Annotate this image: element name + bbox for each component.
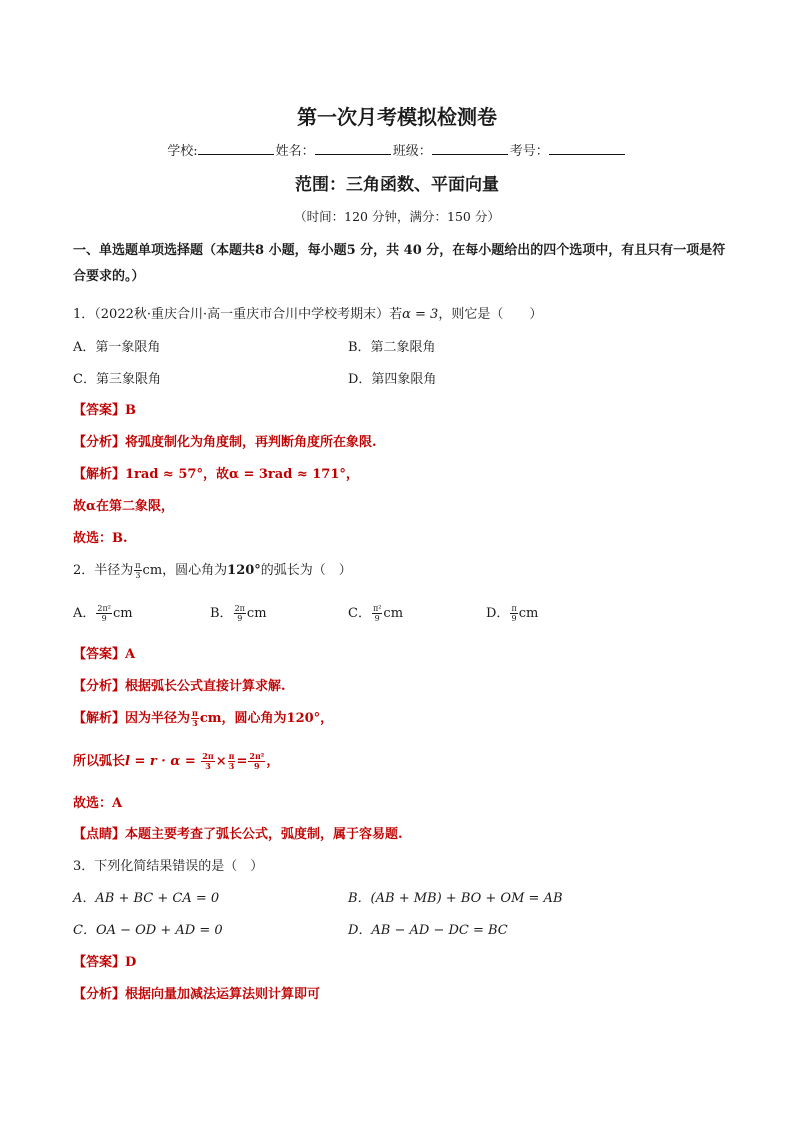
q2-comment: 【点睛】本题主要考查了弧长公式，弧度制，属于容易题.	[73, 827, 403, 842]
q3-option-d: D．AB − AD − DC = BC	[348, 923, 508, 938]
q2-option-b	[210, 602, 267, 623]
q2-option-d-label: D．	[486, 606, 510, 621]
q2-calc-f2-den: 3	[228, 761, 235, 771]
q2-calc-f3-den: 9	[254, 761, 260, 771]
q2-stem-middle: cm，圆心角为	[142, 563, 228, 578]
q2-option-b-fraction	[234, 604, 246, 623]
q1-option-c: C．第三象限角	[73, 372, 161, 387]
q1-answer: 【答案】B	[73, 403, 136, 418]
q1-stem-suffix: ，则它是（ ）	[438, 307, 543, 322]
q2-option-a-den: 9	[101, 614, 107, 623]
q2-option-b-label: B．	[210, 606, 233, 621]
q2-solution-num: π	[192, 708, 198, 718]
q2-calc-f1-den: 3	[205, 761, 211, 771]
q2-stem-text: 2．半径为	[73, 563, 134, 578]
q2-solution-middle: cm，圆心角为120°，	[199, 711, 334, 726]
q1-stem-text: 1．（2022秋·重庆合川·高一重庆市合川中学校考期末）若	[73, 307, 403, 322]
q2-calc-end: ，	[266, 754, 280, 769]
school-label: 学校:	[167, 144, 198, 159]
q3-option-c: C．OA − OD + AD = 0	[73, 923, 223, 938]
q2-calc-times: ×	[215, 754, 227, 769]
q2-stem-angle: 120°	[227, 563, 261, 578]
q2-option-c-unit: cm	[383, 606, 404, 621]
q1-stem-math: α = 3	[402, 307, 439, 322]
time-info: （时间：120 分钟，满分：150 分）	[294, 209, 500, 224]
q1-option-b: B．第二象限角	[348, 340, 436, 355]
q2-answer: 【答案】A	[73, 647, 136, 662]
class-blank	[432, 142, 508, 155]
q2-radius-fraction	[134, 561, 141, 580]
q2-radius-num: π	[135, 561, 141, 570]
q2-calc-text: 所以弧长	[73, 754, 126, 769]
q3-stem: 3．下列化简结果错误的是（ ）	[73, 859, 264, 874]
q2-option-c-label: C．	[348, 606, 371, 621]
q2-option-c-num: π²	[372, 604, 382, 613]
q2-calc-f3-num: 2π²	[249, 751, 265, 761]
school-blank	[198, 142, 274, 155]
q1-choice: 故选：B.	[73, 531, 128, 546]
name-label: 姓名：	[275, 144, 315, 159]
number-blank	[549, 142, 625, 155]
q2-calculation	[73, 750, 279, 771]
q1-analysis: 【分析】将弧度制化为角度制，再判断角度所在象限.	[73, 435, 377, 450]
q2-option-d-den: 9	[511, 614, 517, 623]
q2-radius-den: 3	[135, 571, 141, 580]
q2-option-c-den: 9	[374, 614, 380, 623]
q1-stem	[73, 303, 542, 322]
section-heading: 一、单选题单项选择题（本题共8 小题，每小题5 分，共 40 分，在每小题给出的四个选项中，有且只有一项是符合要求的。）	[73, 243, 726, 284]
q2-option-d-fraction	[510, 604, 517, 623]
q2-calc-fraction-2	[228, 752, 236, 771]
q2-option-a-fraction	[96, 604, 112, 623]
q2-option-a	[73, 602, 133, 623]
q2-analysis: 【分析】根据弧长公式直接计算求解.	[73, 679, 286, 694]
q2-choice: 故选：A	[73, 796, 123, 811]
q2-option-a-label: A．	[73, 606, 96, 621]
q2-calc-f2-num: π	[228, 751, 235, 761]
q2-option-d-unit: cm	[518, 606, 539, 621]
q2-option-b-unit: cm	[246, 606, 267, 621]
q1-option-d: D．第四象限角	[348, 372, 437, 387]
number-label: 考号：	[509, 144, 549, 159]
exam-title: 第一次月考模拟检测卷	[297, 105, 497, 129]
q2-calc-fraction-1	[201, 752, 214, 771]
q1-solution: 【解析】1rad ≈ 57°，故α = 3rad ≈ 171°，	[73, 467, 359, 482]
q2-option-d-num: π	[511, 604, 517, 613]
q3-answer: 【答案】D	[73, 955, 137, 970]
q2-solution-text: 【解析】因为半径为	[73, 711, 191, 726]
q2-option-a-unit: cm	[112, 606, 133, 621]
q2-option-d	[486, 602, 538, 623]
q2-option-a-num: 2π²	[97, 604, 111, 613]
q2-option-c-fraction	[372, 604, 382, 623]
q2-option-b-den: 9	[237, 614, 243, 623]
exam-scope: 范围：三角函数、平面向量	[295, 175, 499, 195]
name-blank	[315, 142, 391, 155]
q3-analysis: 【分析】根据向量加减法运算法则计算即可	[73, 987, 321, 1002]
q2-calc-equals: =	[236, 754, 248, 769]
q2-stem	[73, 559, 352, 580]
q3-option-b: B．(AB + MB) + BO + OM = AB	[348, 891, 563, 906]
q2-solution-den: 3	[192, 718, 198, 728]
student-info-line	[0, 140, 794, 159]
q2-calc-formula: l = r · α =	[125, 754, 196, 769]
q2-calc-f1-num: 2π	[202, 751, 214, 761]
q2-solution	[73, 707, 333, 728]
q2-calc-fraction-3	[248, 752, 265, 771]
q2-option-c	[348, 602, 403, 623]
q2-solution-fraction	[191, 709, 199, 728]
q3-option-a: A．AB + BC + CA = 0	[73, 891, 220, 906]
q2-option-b-num: 2π	[234, 604, 245, 613]
q1-solution-2: 故α在第二象限，	[73, 499, 175, 514]
class-label: 班级：	[392, 144, 432, 159]
q2-stem-suffix: 的弧长为（ ）	[260, 563, 352, 578]
q1-option-a: A．第一象限角	[73, 340, 161, 355]
